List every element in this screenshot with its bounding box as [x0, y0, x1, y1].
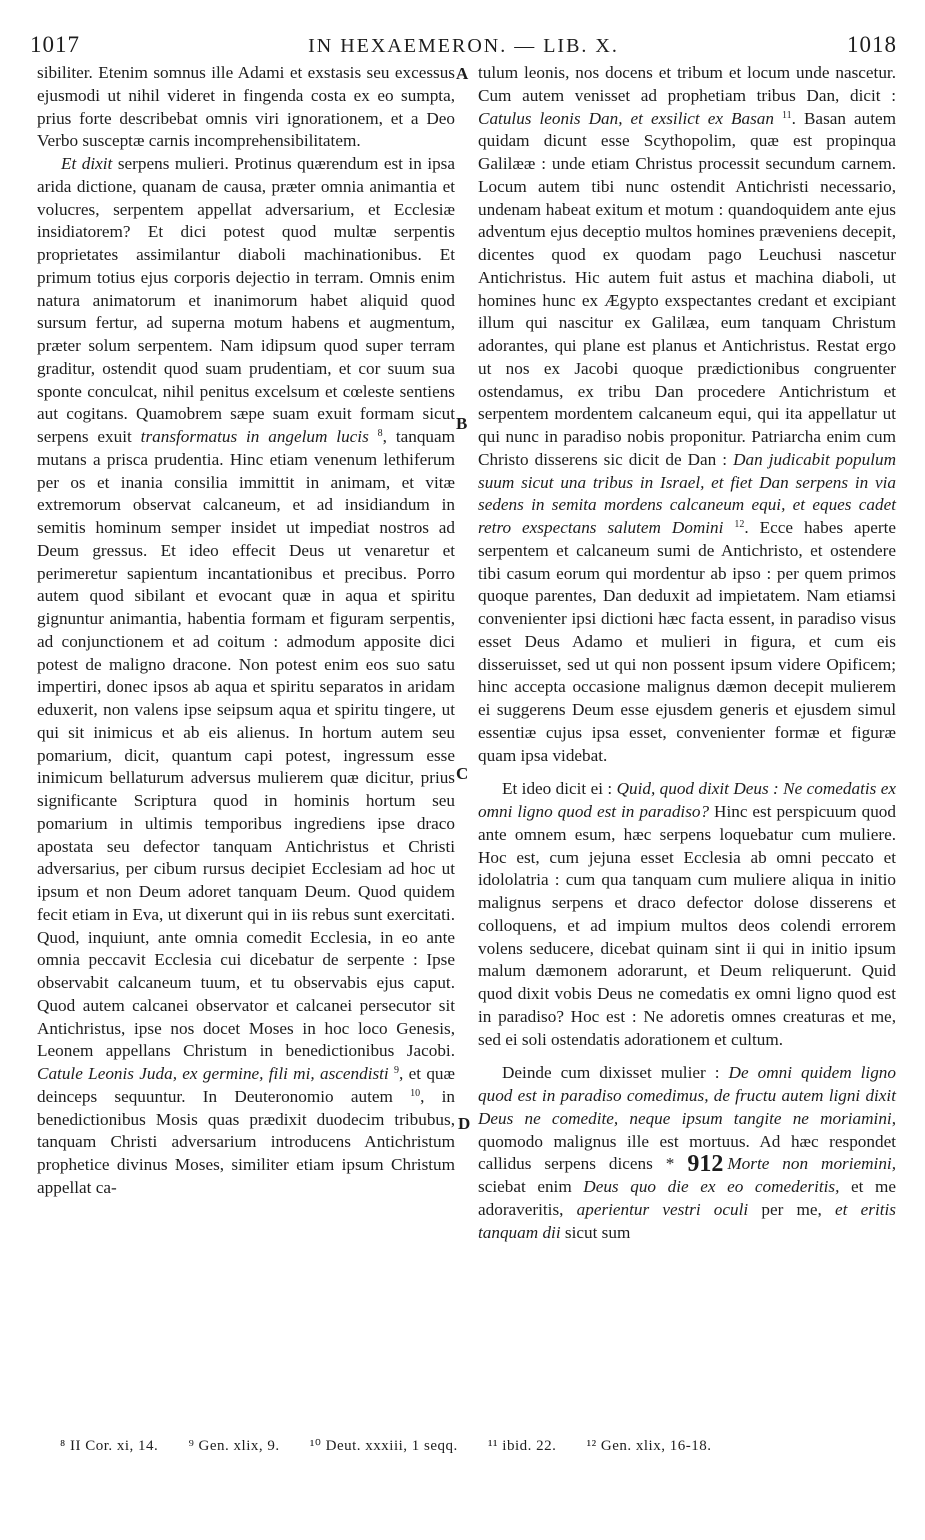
footnote-ref: 11 [782, 109, 792, 121]
left-column [37, 62, 455, 1200]
scripture-quote: De omni quidem ligno quod est in paradiso comedimus, de fructu autem ligni dixit Deus ne comedite, neque ipsum tangite ne moriamini [478, 1063, 896, 1128]
column-break-star: * [665, 1154, 675, 1174]
footnote-ref: 10 [410, 1087, 421, 1099]
running-header [30, 32, 897, 62]
margin-marker-b: B [456, 414, 468, 433]
paragraph: Et dixit serpens mulieri. Protinus quærendum est in ipsa arida dictione, quanam de causa, præter omnia animantia et volucres, serpentem appellat adversarium, et Ecclesiæ insidiatorem? Et dici potest quod multæ serpentis proprietates assimilantur diaboli machinationibus. Et primum totius ejus corporis dejectio in terram. Omnis enim natura animatorum et inanimorum habet aliquid quod sursum fertur, ad superna motum habens et augmentum, præter solum serpentem. Nam idipsum quod super terram graditur, ostendit quod suam prudentiam, et cor suum sua sponte conculcat, nihil penitus excelsum et cœleste sentiens aut cogitans. Quamobrem sæpe suam exuit formam sicut serpens exuit transformatus in angelum lucis $^8$, tanquam mutans a prisca prudentia. Hinc etiam venenum lethiferum per os et inania consilia immittit in animam, et vitæ extremorum observat calcaneum, et ad insidiandum in semitis hominum semper insidet ut impediat nostros ad Deum gressus. Et ideo effecit Deus ut venaretur et perimeretur sapientum incantationibus et precibus. Porro autem quod sibilant et evocant quæ in aqua et spiritu gignuntur animantia, habentia formam et figuram serpentis, ad conjunctionem et ad coitum : admodum apposite dici potest de maligno dracone. Non potest enim eos suo satu impertiri, donec ipsos ab aqua et spiritu separatos in aridam eduxerit, non valens ipse seipsum aqua et spiritu tingere, ut qui sit inimicus et ab eis alienus. In hortum autem seu pomarium, dicit, quantum capi potest, ingressum esse inimicum bellaturum adversus mulierem quæ dicitur, prius significante Scriptura quod in hominis hortum seu pomarium in ultimis temporibus ingrediens ipse draco apostata seu defector tanquam Antichristus et Christi adversarius, per cibum rursus decipiet Ecclesiam ad hoc ut ipsum et non Deum adoret tanquam Deum. Quod quidem fecit etiam in Eva, ut dixerunt qui in iis rebus sunt exercitati. Quod, inquiunt, ante omnia comedit Ecclesia, in eo ante omnia peccavit Ecclesia cui dicebatur de serpente : Ipse observabit calcaneum tuum, et tu observabis ejus caput. Quod autem calcanei observator et calcanei persecutor sit Antichristus, ipse nos docet Moses in hoc loco Genesis, Leonem appellans Christum in benedictionibus Jacobi. Catule Leonis Juda, ex germine, fili mi, ascendisti $^9$, et quæ deinceps sequuntur. In Deuteronomio autem $^{10}$, in benedictionibus Mosis quas prædixit duodecim tribubus, tanquam Christi adversarium introducens Antichristum prophetice divinus Moses, similiter etiam ipsum Christum appellat ca- [37, 154, 456, 1197]
margin-marker-d: D [458, 1114, 471, 1133]
scripture-quote: Catule Leonis Juda, ex germine, fili mi, ascendisti [37, 1064, 389, 1083]
scripture-quote: Morte non moriemini, [727, 1154, 896, 1174]
page-number-left: 1017 [30, 32, 80, 57]
page-number-right: 1018 [847, 32, 897, 57]
footnote: ⁸ II Cor. xi, 14. [60, 1438, 159, 1454]
scripture-quote: Quid, quod dixit Deus : Ne comedatis ex omni ligno quod est in paradiso? [478, 779, 896, 821]
scripture-quote: Catulus leonis Dan, et exsilict ex Basan [478, 108, 774, 128]
italic-lead: Et dixit [61, 154, 113, 173]
paragraph: sibiliter. Etenim somnus ille Adami et exstasis seu excessus ejusmodi ut nihil videret in fingenda costa ex eo sumpta, prius forte describebat omnis viri ignorationem, et a Deo Verbo susceptæ carnis incomprehensibilitatem. [37, 63, 455, 151]
right-column [478, 62, 896, 1244]
paragraph: Deinde cum dixisset mulier : De omni quidem ligno quod est in paradiso comedimus, de fructu autem ligni dixit Deus ne comedite, neque ipsum tangite ne moriamini, quomodo malignus ille est mortuus. Ad hæc respondet callidus serpens dicens * 912 Morte non moriemini, sciebat enim Deus quo die ex eo comederitis, et me adoraveritis, aperientur vestri oculi per me, et eritis tanquam dii sicut sum [478, 1063, 896, 1242]
footnote: ¹² Gen. xlix, 16-18. [586, 1438, 712, 1454]
paragraph: tulum leonis, nos docens et tribum et locum unde nascetur. Cum autem venisset ad prophetiam tribus Dan, dicit : Catulus leonis Dan, et exsilict ex Basan $^{11}$. Basan autem quidam dicunt esse Scythopolim, quæ est propinqua Galilææ : unde etiam Christus processit secundum carnem. Locum autem tibi nunc ostendit Antichristi necessario, undenam habeat exitum et motum : quandoquidem ante ejus adventum ejus deceptio multos homines præveniens decepit, dicentes quod ex quodam pago Leuchusi nascetur Antichristus. Hic autem fuit astus et machina diaboli, ut homines hunc ex Ægypto exspectantes credant et excipiant illum qui nascitur ex Galilæa, eum tanquam Christum adorantes, qui plane est planus et Antichristus. Restat ergo ut nos ex Jacobi quoque prædictionibus congruenter ostendamus, ex tribu Dan procedere Antichristum et serpentem mordentem calcaneum equi, qui ita appellatur ut qui nunc in paradiso nobis proponitur. Patriarcha enim cum Christo disserens sic dicit de Dan : Dan judicabit populum suum sicut una tribus in Israel, et fiet Dan serpens in via sedens in semita mordens calcaneum equi, et eques cadet retro exspectans salutem Domini $^{12}$. Ecce habes aperte serpentem et calcaneum sumi de Antichristo, et ostendere tibi casum eorum qui mordentur ab ipso : per quem primos quoque parentes, Dan deduxit ad impietatem. Nam etiamsi convenienter ipsi dictioni hæc facta essent, in paradiso visus esset Deus Adamo et mulieri in figura, et cum eis disseruisset, sed ut qui non possent ipsum videre Opificem; hinc accepta occasione malignus dæmon decepit mulierem ei suggerens Deum esse ejusdem generis et ejusdem simul essentiæ cujus ipsa esset, convenienter formæ et figuræ quam ipsa videbat. [478, 63, 897, 765]
footnote: ¹¹ ibid. 22. [488, 1438, 557, 1454]
margin-marker-c: C [456, 764, 469, 783]
running-title: IN HEXAEMERON. — LIB. X. [308, 35, 619, 57]
scripture-quote: et eritis tanquam dii [478, 1199, 896, 1242]
footnote: ¹⁰ Deut. xxxiii, 1 seqq. [309, 1438, 458, 1454]
margin-marker-a: A [456, 64, 469, 83]
scripture-quote: aperientur vestri oculi [576, 1199, 749, 1219]
scripture-quote: Deus quo die ex eo comederitis, [583, 1177, 840, 1196]
footnote: ⁹ Gen. xlix, 9. [188, 1438, 280, 1454]
paragraph: Et ideo dicit ei : Quid, quod dixit Deus : Ne comedatis ex omni ligno quod est in paradiso? Hinc est perspicuum quod ante omnem esum, hæc serpens loquebatur cum muliere. Hoc est, cum jejuna esset Ecclesia ab omni peccato et idololatria : cum qua tanquam cum muliere aliqua in initio malignus serpens et draco defector dolose disserens et colloquens, et ad impium multos deos colendi errorem volens seducere, dicebat quinam sint ii qui in initio ipsum malum dæmonem adorarunt, et Deum reliquerunt. Quid quod dixit vobis Deus ne comedatis ex omni ligno quod est in paradiso? Hoc est : Ne adoretis omnes creaturas et me, sed ei soli ostendatis adorationem et cultum. [478, 779, 896, 1049]
footnotes [60, 1436, 885, 1455]
footnote-ref: 9 [394, 1065, 400, 1076]
footnote-ref: 8 [377, 428, 383, 439]
footnote-ref: 12 [734, 519, 745, 530]
scripture-quote: Dan judicabit populum suum sicut una tribus in Israel, et fiet Dan serpens in via sedens in semita mordens calcaneum equi, et eques cadet retro exspectans salutem Domini [478, 449, 896, 537]
original-page-number: 912 [687, 1151, 724, 1178]
scripture-quote: transformatus in angelum lucis [140, 427, 369, 446]
